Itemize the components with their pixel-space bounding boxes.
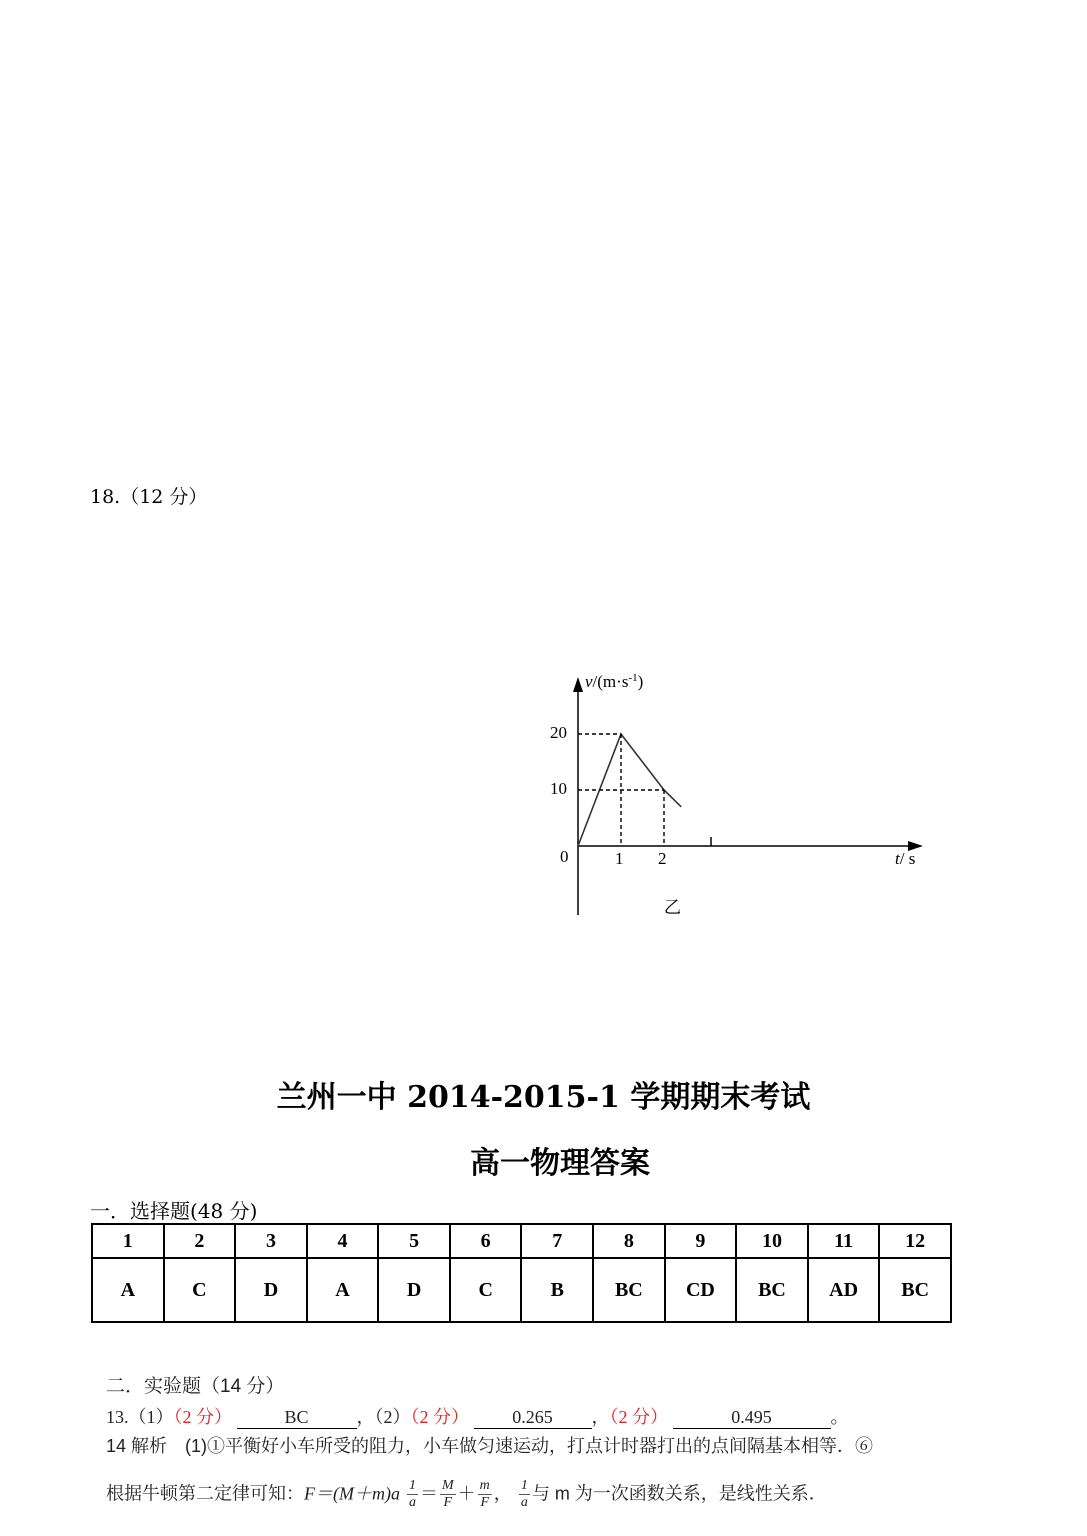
q13-answer-1: BC bbox=[237, 1407, 357, 1429]
fraction-m-over-F: $\frac{m}{F}$ bbox=[479, 1478, 490, 1510]
answer-title: 高一物理答案 bbox=[470, 1146, 650, 1181]
fraction-1-over-a: $\frac{1}{a}$ bbox=[409, 1478, 416, 1510]
answer-7: B bbox=[521, 1258, 593, 1322]
answer-1: A bbox=[92, 1258, 164, 1322]
q13-score-2: （2 分） bbox=[410, 1407, 469, 1427]
x-tick-1: 1 bbox=[615, 849, 624, 868]
question-14-line-2: 根据牛顿第二定律可知：F＝(M＋m)a $\frac{1}{a}$ ＝ $\frac{M}{F}$ ＋ $\frac{m}{F}$ ， $\frac{1}{a}$ 与 m 为一次函数关系，是线性关系． bbox=[106, 1478, 827, 1510]
y-tick-10: 10 bbox=[550, 779, 567, 798]
x-tick-2: 2 bbox=[658, 849, 667, 868]
question-number-1: 1 bbox=[92, 1224, 164, 1258]
question-14-line-1: 14 解析 (1)①平衡好小车所受的阻力，小车做匀速运动，打点计时器打出的点间隔基本相等．⑥ bbox=[106, 1436, 874, 1456]
question-number-9: 9 bbox=[665, 1224, 737, 1258]
origin-label: 0 bbox=[560, 847, 569, 866]
exam-title: 兰州一中 2014-2015-1 学期期末考试 bbox=[276, 1080, 811, 1115]
answer-9: CD bbox=[665, 1258, 737, 1322]
q13-end: 。 bbox=[830, 1407, 849, 1427]
q13-answer-3: 0.495 bbox=[673, 1407, 831, 1429]
question-number-6: 6 bbox=[450, 1224, 522, 1258]
question-number-3: 3 bbox=[235, 1224, 307, 1258]
q13-label: 13.（1） bbox=[106, 1407, 174, 1427]
question-number-11: 11 bbox=[808, 1224, 880, 1258]
question-18-label: 18.（12 分） bbox=[90, 486, 208, 508]
graph-caption: 乙 bbox=[664, 898, 681, 917]
y-axis-arrow bbox=[573, 677, 583, 692]
q13-answer-2: 0.265 bbox=[474, 1407, 592, 1429]
velocity-time-graph bbox=[540, 665, 940, 925]
q13-sep-2: ，（2） bbox=[356, 1407, 411, 1427]
section-1-heading: 一．选择题(48 分) bbox=[90, 1199, 258, 1223]
answer-12: BC bbox=[879, 1258, 951, 1322]
q14-intro: 根据牛顿第二定律可知： bbox=[106, 1483, 304, 1504]
question-number-7: 7 bbox=[521, 1224, 593, 1258]
q14-conclusion: 与 m 为一次函数关系，是线性关系． bbox=[531, 1483, 827, 1504]
question-13-answer bbox=[106, 1403, 849, 1429]
question-number-8: 8 bbox=[593, 1224, 665, 1258]
question-number-row bbox=[92, 1224, 951, 1258]
answer-6: C bbox=[450, 1258, 522, 1322]
q13-score-1: （2 分） bbox=[173, 1407, 232, 1427]
question-number-10: 10 bbox=[736, 1224, 808, 1258]
answer-3: D bbox=[235, 1258, 307, 1322]
graph-marks bbox=[578, 734, 681, 846]
answer-table bbox=[91, 1223, 952, 1323]
answer-8: BC bbox=[593, 1258, 665, 1322]
fraction-1-over-a-2: $\frac{1}{a}$ bbox=[520, 1478, 528, 1510]
question-number-12: 12 bbox=[879, 1224, 951, 1258]
q13-score-3: （2 分） bbox=[609, 1407, 668, 1427]
answer-4: A bbox=[307, 1258, 379, 1322]
fraction-M-over-F: $\frac{M}{F}$ bbox=[442, 1478, 454, 1510]
answer-5: D bbox=[378, 1258, 450, 1322]
question-number-2: 2 bbox=[164, 1224, 236, 1258]
answer-11: AD bbox=[808, 1258, 880, 1322]
question-number-5: 5 bbox=[378, 1224, 450, 1258]
y-axis-label: $v/(m\cdot s^{-1})$ bbox=[585, 672, 644, 691]
question-number-4: 4 bbox=[307, 1224, 379, 1258]
answer-row bbox=[92, 1258, 951, 1322]
section-2-heading: 二．实验题（14 分） bbox=[106, 1376, 285, 1397]
answer-2: C bbox=[164, 1258, 236, 1322]
answer-10: BC bbox=[736, 1258, 808, 1322]
x-axis-label: t/ s bbox=[895, 849, 916, 868]
q14-formula: F＝(M＋m)a bbox=[304, 1483, 400, 1504]
y-tick-20: 20 bbox=[550, 723, 567, 742]
q13-sep-3: ， bbox=[591, 1407, 610, 1427]
